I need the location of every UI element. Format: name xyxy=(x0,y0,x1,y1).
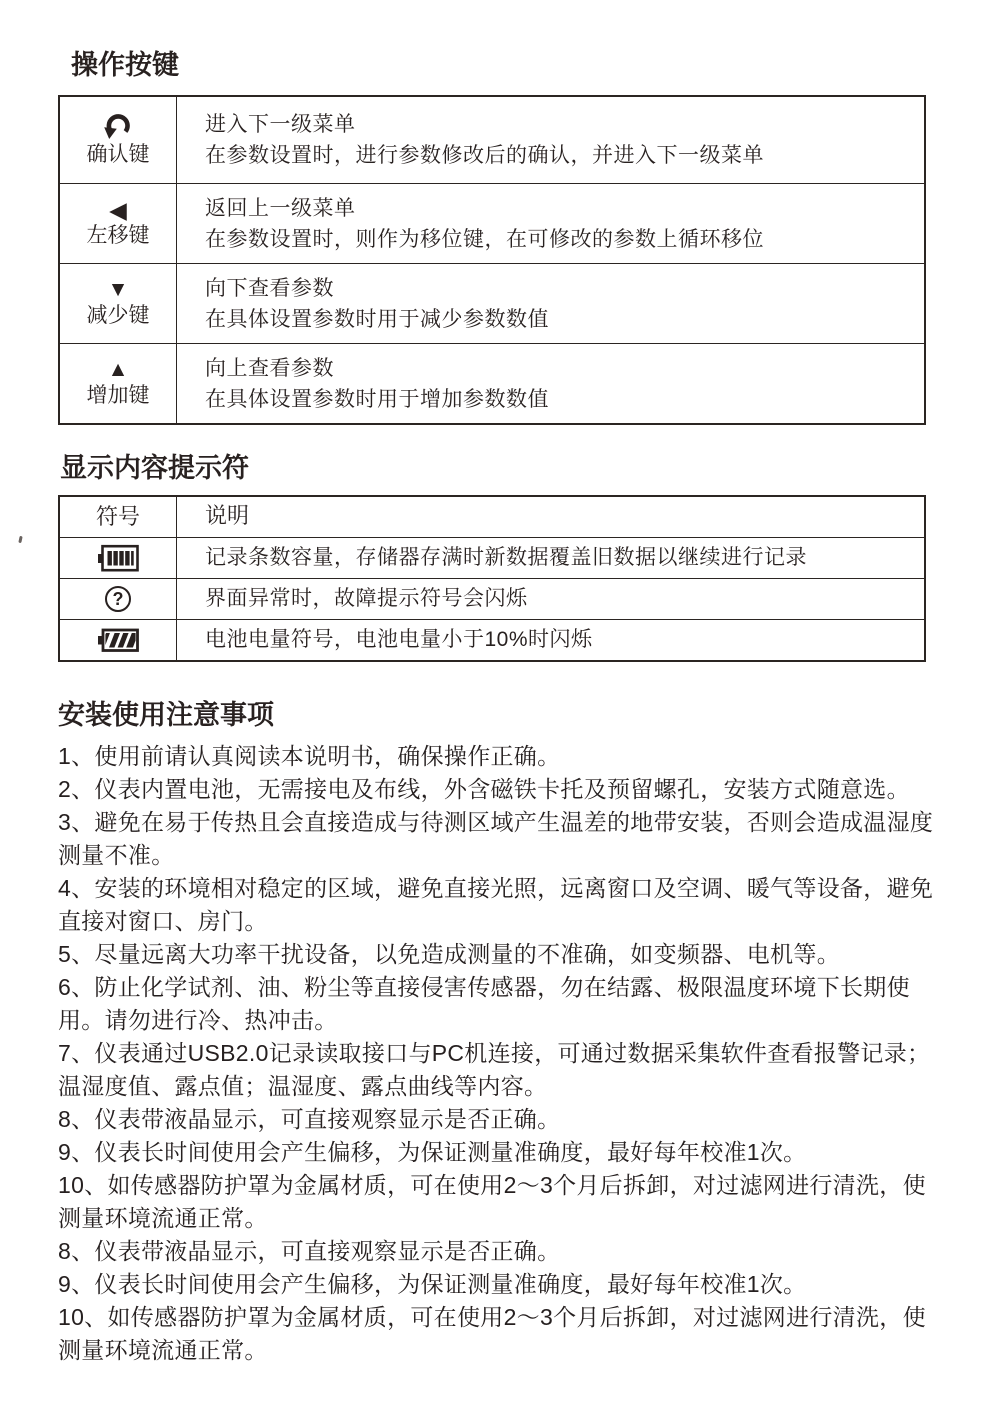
up-triangle-icon: ▲ xyxy=(107,358,129,381)
key-symbol-cell xyxy=(60,344,177,423)
install-notes-list xyxy=(58,740,934,1367)
table-row xyxy=(60,263,924,343)
key-desc-line: 在参数设置时，则作为移位键，在可修改的参数上循环移位 xyxy=(205,227,764,251)
key-desc-line: 在具体设置参数时用于减少参数数值 xyxy=(205,307,549,331)
fault-question-icon xyxy=(105,586,131,612)
key-symbol-cell xyxy=(60,184,177,263)
key-description-cell xyxy=(177,344,924,423)
scan-artifact-mark xyxy=(18,536,22,543)
key-name-label: 减少键 xyxy=(86,304,150,327)
key-desc-line: 进入下一级菜单 xyxy=(205,113,356,136)
table-row xyxy=(60,183,924,263)
list-item: 9、仪表长时间使用会产生偏移，为保证测量准确度，最好每年校准1次。 xyxy=(58,1271,807,1297)
key-description-cell xyxy=(177,97,924,183)
table-row xyxy=(60,97,924,183)
table-row xyxy=(60,343,924,423)
key-description-cell xyxy=(177,184,924,263)
symbol-description: 电池电量符号，电池电量小于10%时闪烁 xyxy=(205,628,593,651)
left-triangle-icon: ◀ xyxy=(109,197,127,223)
symbol-cell xyxy=(60,538,177,578)
header-symbol: 符号 xyxy=(60,497,177,537)
record-capacity-icon xyxy=(97,544,139,572)
list-item: 8、仪表带液晶显示，可直接观察显示是否正确。 xyxy=(58,1238,561,1264)
symbol-description: 记录条数容量，存储器存满时新数据覆盖旧数据以继续进行记录 xyxy=(205,546,807,569)
section-title-display-symbols: 显示内容提示符 xyxy=(60,453,249,483)
list-item: 1、使用前请认真阅读本说明书，确保操作正确。 xyxy=(58,743,561,769)
key-desc-line: 向上查看参数 xyxy=(205,356,334,380)
list-item: 2、仪表内置电池，无需接电及布线，外含磁铁卡托及预留螺孔，安装方式随意选。 xyxy=(58,776,910,802)
symbol-cell xyxy=(60,579,177,619)
display-symbols-table xyxy=(58,495,926,662)
list-item: 7、仪表通过USB2.0记录读取接口与PC机连接，可通过数据采集软件查看报警记录；温湿度值、露点值；温湿度、露点曲线等内容。 xyxy=(58,1040,931,1099)
header-description: 说明 xyxy=(205,503,250,528)
table-row xyxy=(60,537,924,578)
table-row xyxy=(60,578,924,619)
key-name-label: 确认键 xyxy=(86,143,150,166)
list-item: 9、仪表长时间使用会产生偏移，为保证测量准确度，最好每年校准1次。 xyxy=(58,1139,807,1165)
down-triangle-icon: ▼ xyxy=(107,278,129,301)
key-name-label: 增加键 xyxy=(86,384,150,407)
symbol-description: 界面异常时，故障提示符号会闪烁 xyxy=(205,587,528,610)
section-title-operation-keys: 操作按键 xyxy=(71,50,179,80)
key-desc-line: 返回上一级菜单 xyxy=(205,196,356,220)
symbol-cell xyxy=(60,620,177,660)
table-header-row xyxy=(60,497,924,537)
key-symbol-cell xyxy=(60,264,177,343)
list-item: 4、安装的环境相对稳定的区域，避免直接光照，远离窗口及空调、暖气等设备，避免直接对窗口、房门。 xyxy=(58,875,934,934)
confirm-loop-arrow-icon xyxy=(101,113,135,140)
battery-icon xyxy=(97,628,139,652)
key-description-cell xyxy=(177,264,924,343)
list-item: 10、如传感器防护罩为金属材质，可在使用2～3个月后拆卸，对过滤网进行清洗，使测量环境流通正常。 xyxy=(58,1304,926,1363)
key-desc-line: 向下查看参数 xyxy=(205,276,334,300)
list-item: 6、防止化学试剂、油、粉尘等直接侵害传感器，勿在结露、极限温度环境下长期使用。请勿进行冷、热冲击。 xyxy=(58,974,910,1033)
section-title-install-notes: 安装使用注意事项 xyxy=(58,700,274,730)
key-desc-line: 在具体设置参数时用于增加参数数值 xyxy=(205,387,549,411)
question-mark: ? xyxy=(112,588,124,609)
list-item: 3、避免在易于传热且会直接造成与待测区域产生温差的地带安装，否则会造成温湿度测量不准。 xyxy=(58,809,934,868)
list-item: 5、尽量远离大功率干扰设备，以免造成测量的不准确，如变频器、电机等。 xyxy=(58,941,840,967)
key-desc-line: 在参数设置时，进行参数修改后的确认，并进入下一级菜单 xyxy=(205,144,764,167)
key-symbol-cell xyxy=(60,97,177,183)
list-item: 10、如传感器防护罩为金属材质，可在使用2～3个月后拆卸，对过滤网进行清洗，使测量环境流通正常。 xyxy=(58,1172,926,1231)
manual-page xyxy=(58,0,934,1367)
operation-keys-table xyxy=(58,95,926,425)
table-row xyxy=(60,619,924,660)
list-item: 8、仪表带液晶显示，可直接观察显示是否正确。 xyxy=(58,1106,561,1132)
key-name-label: 左移键 xyxy=(86,224,150,247)
